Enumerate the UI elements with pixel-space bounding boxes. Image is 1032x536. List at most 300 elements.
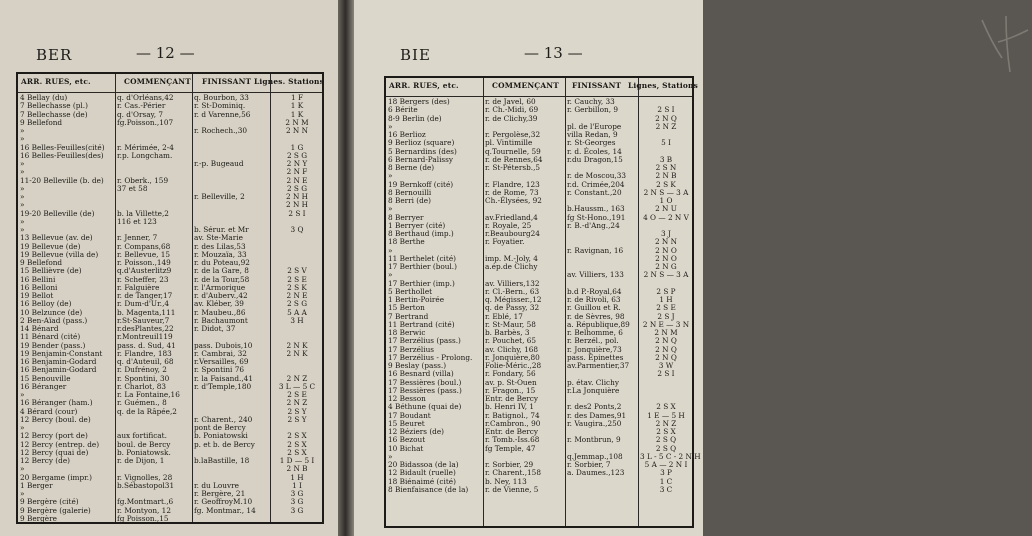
start-point: fg Poisson.,15 <box>117 513 169 523</box>
lines-stations: 3 L — 5 C <box>278 381 316 391</box>
lines-stations: 3 J <box>661 229 671 238</box>
start-point: r. Flandre, 183 <box>117 348 172 358</box>
end-point: r. Vaugira.,250 <box>567 418 622 428</box>
start-point: r. Cas.-Périer <box>117 101 166 111</box>
lines-stations: 2 S N <box>655 163 677 172</box>
start-point: b. Poniatowsk. <box>117 447 171 457</box>
start-point: r. Mérimée, 2-4 <box>117 142 174 152</box>
start-point: fg.Poisson.,107 <box>117 117 174 127</box>
table-row <box>386 486 692 494</box>
street-name: 17 Berzélius (pass.) <box>388 336 461 346</box>
street-name: » <box>20 423 25 432</box>
street-name: 4 Béthune (quai de) <box>388 402 462 412</box>
table-row <box>18 185 322 193</box>
end-point: r. du Louvre <box>194 480 239 490</box>
start-point: b. Barbès, 3 <box>485 328 530 337</box>
table-row <box>386 238 692 246</box>
street-name: 5 Bernardins (des) <box>388 146 457 156</box>
end-point: r. Rochech.,30 <box>194 126 248 135</box>
lines-stations: 1 H <box>659 295 673 304</box>
street-name: 9 Bergère (galerie) <box>20 505 91 515</box>
start-point: q. Mégisser.,12 <box>485 295 542 304</box>
left-page-number: — 12 — <box>136 44 195 62</box>
start-point: r. de Rennes,64 <box>485 154 543 164</box>
lines-stations: 2 S I <box>657 369 675 379</box>
street-name: 12 Bercy (boul. de) <box>20 414 91 424</box>
street-name: 19 Bender (pass.) <box>20 340 86 350</box>
street-name: 19 Bernkoff (cité) <box>388 179 454 189</box>
start-point: q. d'Orléans,42 <box>117 93 174 102</box>
table-row <box>386 115 692 123</box>
lines-stations: 3 G <box>290 505 304 515</box>
right-rows <box>386 97 701 494</box>
start-point: boul. de Bercy <box>117 439 171 449</box>
lines-stations: 2 N Q <box>655 336 677 346</box>
end-point: fg St-Hono.,191 <box>567 212 626 222</box>
end-point: r.du Dragon,15 <box>567 154 623 164</box>
start-point: r.Beaubourg24 <box>485 229 540 238</box>
lines-stations: 1 G <box>290 142 304 152</box>
start-point: b. Henri IV, 1 <box>485 402 534 412</box>
col-header-lines: Lignes, Stations <box>628 81 698 90</box>
table-row <box>386 387 692 395</box>
street-name: 7 Bertrand <box>388 311 429 321</box>
lines-stations: 2 N Z <box>655 418 677 428</box>
street-name: 8-9 Berlin (de) <box>388 113 442 123</box>
start-point: Entr. de Bercy <box>485 394 538 403</box>
street-name: » <box>20 134 25 144</box>
lines-stations: 2 N Z <box>286 398 308 408</box>
start-point: b. la Villette,2 <box>117 208 169 218</box>
street-name: 8 Berthaud (imp.) <box>388 229 454 238</box>
start-point: r. Charent.,158 <box>485 468 541 478</box>
end-point: r. des2 Ponts,2 <box>567 402 622 412</box>
start-point: r. Jenner, 7 <box>117 233 158 243</box>
street-name: 7 Bellechasse (de) <box>20 109 88 119</box>
lines-stations: 2 N Y <box>286 159 308 168</box>
street-name: 19 Benjamin-Constant <box>20 348 103 358</box>
street-name: » <box>20 390 25 399</box>
street-name: 20 Bidassoa (de la) <box>388 460 459 469</box>
lines-stations: 2 S X <box>287 431 307 441</box>
right-header-word: BIE <box>400 46 431 64</box>
end-point: r. Maubeu.,86 <box>194 307 246 317</box>
street-name: 8 Bernouilli <box>388 187 432 197</box>
start-point: r. Pouchet, 65 <box>485 336 536 346</box>
start-point: r. de Tanger,17 <box>117 291 173 300</box>
street-name: 10 Bichat <box>388 443 424 453</box>
book-gutter <box>338 0 354 536</box>
end-point: pont de Bercy <box>194 423 246 432</box>
start-point: r.St-Sauveur,7 <box>117 315 170 325</box>
col-header-end: FINISSANT <box>572 81 622 90</box>
end-point: villa Redan, 9 <box>567 130 618 139</box>
street-name: 11 Berthelet (cité) <box>388 253 456 263</box>
street-name: 10 Belzunce (de) <box>20 307 83 317</box>
lines-stations: 1 E — 5 H <box>647 410 685 420</box>
lines-stations: 1 K <box>290 101 304 111</box>
start-point: r. Fragon., 15 <box>485 385 536 395</box>
street-name: 16 Belles-Feuilles(des) <box>20 150 104 160</box>
end-point: r. du Poteau,92 <box>194 258 250 267</box>
street-name: 8 Berryer <box>388 212 424 222</box>
street-name: 16 Bellini <box>20 274 56 284</box>
street-name: 17 Berthier (imp.) <box>388 278 455 288</box>
start-point: Entr. de Bercy <box>485 427 538 436</box>
start-point: r. Foyatier. <box>485 237 525 247</box>
end-point: pass. Épinettes <box>567 352 624 362</box>
start-point: r. Bellevue, 15 <box>117 249 171 259</box>
lines-stations: 2 N Q <box>655 352 677 362</box>
street-name: 9 Bergère (cité) <box>20 497 79 507</box>
street-name: 17 Berthier (boul.) <box>388 262 457 271</box>
col-header-start: COMMENÇANT <box>492 81 559 90</box>
street-name: 12 Béziers (de) <box>388 427 445 436</box>
left-page <box>0 0 338 536</box>
street-name: 17 Bessières (boul.) <box>388 377 462 387</box>
start-point: r. Charlot, 83 <box>117 381 167 391</box>
start-point: av. Villiers,132 <box>485 278 540 288</box>
street-name: » <box>20 183 25 193</box>
lines-stations: 2 N M <box>654 328 678 337</box>
col-header-streets: ARR. RUES, etc. <box>21 77 91 86</box>
start-point: q. d'Orsay, 7 <box>117 109 163 119</box>
lines-stations: 5 I <box>661 138 671 148</box>
street-name: 4 Bellay (du) <box>20 93 68 102</box>
col-header-lines: Lignes. Stations <box>254 77 324 86</box>
table-row <box>386 197 692 205</box>
lines-stations: 2 N E <box>286 291 308 300</box>
table-row <box>18 457 322 465</box>
lines-stations: 2 N Q <box>655 113 677 123</box>
street-name: 11 Bertrand (cité) <box>388 319 455 329</box>
start-point: r. St-Pétersb.,5 <box>485 163 541 172</box>
table-row <box>386 296 692 304</box>
end-point: r. Guillou et R. <box>567 303 621 313</box>
table-row <box>386 230 692 238</box>
end-point: r. Gerbillon, 9 <box>567 105 619 115</box>
start-point: b. Ney, 113 <box>485 476 527 486</box>
start-point: av. p. St-Ouen <box>485 377 537 387</box>
end-point: b.laBastille, 18 <box>194 456 250 465</box>
lines-stations: 3 B <box>659 154 673 164</box>
col-header-streets: ARR. RUES, etc. <box>389 81 459 90</box>
end-point: b. Poniatowski <box>194 431 248 441</box>
street-name: 17 Berzélius - Prolong. <box>388 352 473 362</box>
start-point: a.ép.de Clichy <box>485 262 538 271</box>
end-point: p. étav. Clichy <box>567 377 619 387</box>
street-name: 1 Berger <box>20 480 53 490</box>
lines-stations: 2 N K <box>286 348 308 358</box>
lines-stations: 2 S X <box>656 427 676 436</box>
street-name: 12 Bercy (de) <box>20 456 70 465</box>
street-name: 4 Bérard (cour) <box>20 406 78 416</box>
start-point: r. Batignol., 74 <box>485 410 540 420</box>
end-point: r. Sorbier, 7 <box>567 460 611 469</box>
table-row <box>18 160 322 168</box>
col-header-end: FINISSANT <box>202 77 252 86</box>
lines-stations: 3 G <box>290 497 304 507</box>
street-name: 19-20 Belleville (de) <box>20 208 95 218</box>
lines-stations: 2 S Y <box>287 414 307 424</box>
start-point: r. Compans,68 <box>117 241 171 251</box>
street-name: 12 Bercy (entrep. de) <box>20 439 100 449</box>
start-point: r. Dufrénoy, 2 <box>117 365 167 375</box>
lines-stations: 2 S K <box>656 179 676 189</box>
street-name: 12 Bercy (quai de) <box>20 447 89 457</box>
lines-stations: 4 O — 2 N V <box>643 212 689 222</box>
lines-stations: 2 S I <box>288 208 306 218</box>
street-name: 13 Bellevue (av. de) <box>20 233 93 243</box>
lines-stations: 1 K <box>290 109 304 119</box>
lines-stations: 2 S E <box>287 274 307 284</box>
end-point: r. Charent., 240 <box>194 414 253 424</box>
lines-stations: 2 S E <box>656 303 676 313</box>
end-point: pass. Dubois,10 <box>194 340 253 350</box>
table-row <box>386 164 692 172</box>
end-point: r. Ravignan, 16 <box>567 245 624 255</box>
start-point: q. de la Râpée,2 <box>117 406 177 416</box>
start-point: r.Cambron., 90 <box>485 418 541 428</box>
end-point: r. Montbrun, 9 <box>567 435 621 445</box>
start-point: r. Scheffer, 23 <box>117 274 169 284</box>
start-point: Ch.-Élysées, 92 <box>485 196 542 205</box>
street-name: » <box>20 464 25 474</box>
street-name: 18 Berwic <box>388 328 426 337</box>
end-point: r. Bachaumont <box>194 315 248 325</box>
lines-stations: 2 N E — 3 N <box>642 319 690 329</box>
end-point: a. Daumes.,123 <box>567 468 625 478</box>
start-point: 37 et 58 <box>117 183 148 193</box>
street-name: 19 Bellevue (villa de) <box>20 249 99 259</box>
street-name: » <box>388 171 393 181</box>
lines-stations: 1 D — 5 I <box>279 456 315 465</box>
lines-stations: 3 C <box>659 484 673 494</box>
end-point: r. Constant.,20 <box>567 187 622 197</box>
end-point: r. de la Tour,58 <box>194 274 250 284</box>
left-header-word: BER <box>36 46 73 64</box>
pencil-mark-icon <box>976 12 1032 78</box>
table-row <box>18 482 322 490</box>
street-name: » <box>388 245 393 255</box>
street-name: » <box>20 225 25 234</box>
end-point: av. Ste-Marie <box>194 233 243 243</box>
lines-stations: 1 H <box>290 472 304 482</box>
end-point: r. de Moscou,33 <box>567 171 627 181</box>
lines-stations: 2 S G <box>286 183 308 193</box>
start-point: Folie-Méric.,28 <box>485 361 542 370</box>
end-point: fg. Montmar., 14 <box>194 505 256 515</box>
street-name: 15 Bellièvre (de) <box>20 266 82 276</box>
end-point: b.Haussm., 163 <box>567 204 625 214</box>
end-point: r. B.-d'Ang.,24 <box>567 220 620 230</box>
street-name: 9 Bellefond <box>20 117 63 127</box>
street-name: » <box>388 121 393 131</box>
end-point: r. d'Temple,180 <box>194 381 252 391</box>
start-point: aux fortificat. <box>117 431 167 441</box>
col-header-start: COMMENÇANT <box>124 77 191 86</box>
street-name: 8 Berne (de) <box>388 163 435 172</box>
table-row <box>18 119 322 127</box>
table-row <box>18 177 322 185</box>
start-point: r. Poisson.,149 <box>117 258 171 267</box>
street-name: 1 Berryer (cité) <box>388 220 446 230</box>
start-point: r. La Fontaine,16 <box>117 390 180 399</box>
street-name: 16 Benjamin-Godard <box>20 365 97 375</box>
end-point: pl. de l'Europe <box>567 121 622 131</box>
left-street-table <box>16 72 324 524</box>
street-name: 9 Berlioz (square) <box>388 138 455 148</box>
street-name: 6 Bernard-Palissy <box>388 154 454 164</box>
start-point: r. de Rome, 73 <box>485 187 539 197</box>
street-name: 19 Bellevue (de) <box>20 241 81 251</box>
lines-stations: 2 S Q <box>655 435 677 445</box>
start-point: r.Montreuil119 <box>117 332 173 342</box>
start-point: q. de Passy, 32 <box>485 303 540 313</box>
lines-stations: 2 S X <box>287 439 307 449</box>
street-name: 1 Bertin-Poirée <box>388 295 445 304</box>
street-name: 15 Berton <box>388 303 425 313</box>
lines-stations: 2 S P <box>656 286 676 296</box>
street-name: 20 Bergame (impr.) <box>20 472 92 482</box>
start-point: pass. d. Sud, 41 <box>117 340 176 350</box>
street-name: 16 Belloy (de) <box>20 299 72 309</box>
start-point: b.Sébastopol31 <box>117 480 175 490</box>
right-street-table <box>384 76 701 528</box>
end-point: r.-p. Bugeaud <box>194 159 244 168</box>
end-point: r. d Varenne,56 <box>194 109 251 119</box>
end-point: r.La Jonquière <box>567 385 620 395</box>
start-point: r. de Clichy,39 <box>485 113 538 123</box>
end-point: b.d P.-Royal,64 <box>567 286 622 296</box>
lines-stations: 3 G <box>290 489 304 498</box>
lines-stations: 2 S X <box>656 402 676 412</box>
lines-stations: 2 N K <box>286 340 308 350</box>
lines-stations: 2 N O <box>655 245 677 255</box>
start-point: r. Ch.-Midi, 69 <box>485 105 539 115</box>
lines-stations: 2 S K <box>287 282 307 292</box>
lines-stations: 2 N Q <box>655 344 677 354</box>
street-name: 15 Beuret <box>388 418 425 428</box>
lines-stations: 1 O <box>659 196 673 205</box>
lines-stations: 2 N U <box>655 204 677 214</box>
table-row <box>18 152 322 160</box>
street-name: 18 Biénaimé (cité) <box>388 476 456 486</box>
street-name: 8 Berri (de) <box>388 196 431 205</box>
end-point: q. Bourbon, 33 <box>194 93 249 102</box>
street-name: 9 Bellefond <box>20 258 63 267</box>
lines-stations: 3 P <box>660 468 672 478</box>
lines-stations: 2 S G <box>286 150 308 160</box>
street-name: 17 Berzélius <box>388 344 435 354</box>
end-point: b. Sérur. et Mr <box>194 225 249 234</box>
start-point: r.desPlantes,22 <box>117 324 174 333</box>
street-name: » <box>388 270 393 280</box>
start-point: av.Friedland,4 <box>485 212 538 222</box>
end-point: r. Belleville, 2 <box>194 192 245 201</box>
table-row <box>386 304 692 312</box>
lines-stations: 5 A A <box>287 307 307 317</box>
start-point: r. Sorbier, 29 <box>485 460 534 469</box>
lines-stations: 2 N H <box>285 200 309 210</box>
lines-stations: 5 A — 2 N I <box>644 460 688 469</box>
start-point: imp. M.-Joly, 4 <box>485 253 538 263</box>
start-point: r. Jonquière,80 <box>485 352 540 362</box>
table-row <box>18 127 322 135</box>
street-name: 12 Bidault (ruelle) <box>388 468 456 478</box>
lines-stations: 2 N N <box>285 126 309 135</box>
lines-stations: 3 Q <box>290 225 304 234</box>
end-point: r. Jonquière,73 <box>567 344 622 354</box>
end-point: r. de Sèvres, 98 <box>567 311 625 321</box>
street-name: » <box>20 126 25 135</box>
start-point: r. de Vienne, 5 <box>485 484 539 494</box>
start-point: r. Royale, 25 <box>485 220 532 230</box>
street-name: 17 Bessières (pass.) <box>388 385 462 395</box>
end-point: r.d. Crimée,204 <box>567 179 625 189</box>
street-name: 16 Belloni <box>20 282 58 292</box>
table-row <box>18 193 322 201</box>
street-name: 7 Bellechasse (pl.) <box>20 101 88 111</box>
lines-stations: 2 N B <box>286 464 308 474</box>
end-point: r. Didot, 37 <box>194 324 236 333</box>
lines-stations: 3 H <box>290 315 304 325</box>
end-point: r. Berzél., pol. <box>567 336 619 346</box>
start-point: av. Clichy, 168 <box>485 344 539 354</box>
street-name: » <box>20 200 25 210</box>
lines-stations: 2 N B <box>655 171 677 181</box>
start-point: r.p. Longcham. <box>117 150 173 160</box>
table-row <box>18 515 322 523</box>
end-point: r. Mouzaïa, 33 <box>194 249 247 259</box>
end-point: av. Villiers, 133 <box>567 270 624 280</box>
street-name: 2 Ben-Aïad (pass.) <box>20 315 88 325</box>
end-point: r. Cauchy, 33 <box>567 97 615 106</box>
street-name: 6 Bérite <box>388 105 418 115</box>
lines-stations: 1 I <box>292 480 302 490</box>
end-point: r. Belhomme, 6 <box>567 328 623 337</box>
lines-stations: 1 F <box>290 93 304 102</box>
street-name: 15 Benouville <box>20 373 71 383</box>
lines-stations: 2 S J <box>657 311 675 321</box>
start-point: r. Tomb.-Iss.68 <box>485 435 540 445</box>
start-point: r. Cl.-Bern., 63 <box>485 286 540 296</box>
end-point: q.Jemmap.,108 <box>567 451 623 461</box>
lines-stations: 2 S Q <box>655 443 677 453</box>
street-name: » <box>388 451 393 461</box>
end-point: r. d'Auberv.,42 <box>194 291 248 300</box>
lines-stations: 2 N H <box>285 192 309 201</box>
end-point: r. GeoffroyM.10 <box>194 497 253 507</box>
end-point: r. Bergère, 21 <box>194 489 246 498</box>
street-name: 12 Bercy (port de) <box>20 431 88 441</box>
table-row <box>18 267 322 275</box>
start-point: r. Oberk., 159 <box>117 175 169 185</box>
lines-stations: 2 S G <box>286 299 308 309</box>
start-point: b. Magenta,111 <box>117 307 176 317</box>
end-point: r. Cambrai, 32 <box>194 348 247 358</box>
right-page <box>354 0 703 536</box>
street-name: 16 Berlioz <box>388 130 426 139</box>
street-name: 11 Bénard (cité) <box>20 332 81 342</box>
lines-stations: 2 N S — 3 A <box>643 187 689 197</box>
street-name: 5 Berthollet <box>388 286 433 296</box>
lines-stations: 2 S I <box>657 105 675 115</box>
table-row <box>386 98 692 106</box>
end-point: p. et b. de Bercy <box>194 439 255 449</box>
right-page-number: — 13 — <box>524 44 583 62</box>
table-row <box>386 321 692 329</box>
